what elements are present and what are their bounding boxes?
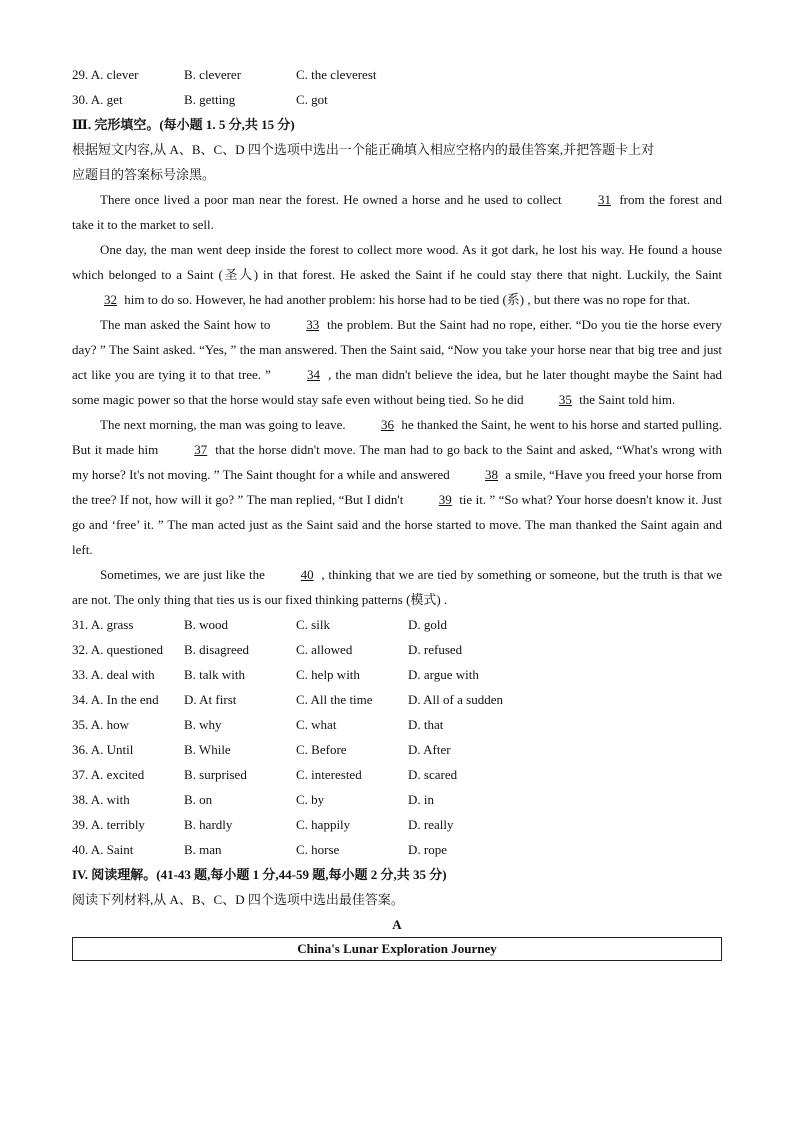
- option-row-31: [72, 612, 722, 637]
- option-40-a: 40. A. Saint: [72, 842, 134, 857]
- option-38-c: C. by: [296, 792, 325, 807]
- option-35-c: C. what: [296, 717, 337, 732]
- option-40-c: C. horse: [296, 842, 340, 857]
- option-row-38: [72, 787, 722, 812]
- para-text: he thanked the Saint, he went to his horse and started pulling. But it made him: [72, 417, 722, 457]
- option-33-b: B. talk with: [184, 667, 246, 682]
- option-29-a: 29. A. clever: [72, 67, 139, 82]
- option-34-d: D. All of a sudden: [408, 692, 503, 707]
- option-30-b: B. getting: [184, 92, 236, 107]
- section-3-instruction-1: 根据短文内容,从 A、B、C、D 四个选项中选出一个能正确填入相应空格内的最佳答案,并把答题卡上对: [72, 142, 655, 157]
- para-text: tie it. ” “So what? Your horse doesn't know it. Just go and ‘free’ it. ” The man acted just as the Saint said and the horse started to move. The man thanked the Saint again and left.: [72, 492, 722, 557]
- para-text: There once lived a poor man near the forest. He owned a horse and he used to collect: [100, 192, 566, 207]
- para-text: Sometimes, we are just like the: [100, 567, 269, 582]
- option-29-b: B. cleverer: [184, 67, 242, 82]
- blank-37: 37: [194, 442, 208, 457]
- option-row-39: [72, 812, 722, 837]
- option-row-40: [72, 837, 722, 862]
- option-row-34: [72, 687, 722, 712]
- option-35-d: D. that: [408, 717, 444, 732]
- para-text: from the forest and take it to the market to sell.: [72, 192, 722, 232]
- para-text: , thinking that we are tied by something or someone, but the truth is that we are not. The only thing that ties us is our fixed thinking patterns (模式) .: [72, 567, 722, 607]
- para-text: The man asked the Saint how to: [100, 317, 275, 332]
- blank-40: 40: [300, 567, 314, 582]
- option-34-a: 34. A. In the end: [72, 692, 159, 707]
- option-row-30: [72, 87, 722, 112]
- option-33-d: D. argue with: [408, 667, 479, 682]
- option-row-36: [72, 737, 722, 762]
- option-38-b: B. on: [184, 792, 213, 807]
- option-37-a: 37. A. excited: [72, 767, 145, 782]
- option-33-a: 33. A. deal with: [72, 667, 155, 682]
- para-text: a smile, “Have you freed your horse from the tree? If not, how will it go? ” The man replied, “But I didn't: [72, 467, 723, 507]
- blank-34: 34: [307, 367, 320, 382]
- option-36-b: B. While: [184, 742, 231, 757]
- option-row-35: [72, 712, 722, 737]
- option-34-b: D. At first: [184, 692, 237, 707]
- option-row-37: [72, 762, 722, 787]
- option-37-b: B. surprised: [184, 767, 247, 782]
- option-39-a: 39. A. terribly: [72, 817, 145, 832]
- option-30-a: 30. A. get: [72, 92, 123, 107]
- part-a-label: A: [392, 917, 402, 932]
- option-32-c: C. allowed: [296, 642, 353, 657]
- exam-page: [72, 62, 722, 961]
- para-text: him to do so. However, he had another problem: his horse had to be tied (系) , but there was no rope for that.: [121, 292, 691, 307]
- section-3-instruction-2: 应题目的答案标号涂黑。: [72, 167, 216, 182]
- option-32-a: 32. A. questioned: [72, 642, 163, 657]
- blank-32: 32: [104, 292, 117, 307]
- passage-paragraph-3: [72, 312, 722, 412]
- option-row-29: [72, 62, 722, 87]
- blank-33: 33: [306, 317, 320, 332]
- option-39-d: D. really: [408, 817, 454, 832]
- option-33-c: C. help with: [296, 667, 360, 682]
- option-36-a: 36. A. Until: [72, 742, 134, 757]
- para-text: the Saint told him.: [575, 392, 676, 407]
- option-38-a: 38. A. with: [72, 792, 130, 807]
- option-31-c: C. silk: [296, 617, 330, 632]
- option-39-b: B. hardly: [184, 817, 233, 832]
- section-3-heading: Ⅲ. 完形填空。(每小题 1. 5 分,共 15 分): [72, 117, 295, 132]
- blank-38: 38: [485, 467, 499, 482]
- section-4-instruction: 阅读下列材料,从 A、B、C、D 四个选项中选出最佳答案。: [72, 892, 404, 907]
- section-4-heading: IV. 阅读理解。(41-43 题,每小题 1 分,44-59 题,每小题 2 分,共 35 分): [72, 867, 447, 882]
- option-37-d: D. scared: [408, 767, 458, 782]
- option-32-d: D. refused: [408, 642, 463, 657]
- cloze-options-list: [72, 612, 722, 862]
- option-32-b: B. disagreed: [184, 642, 249, 657]
- option-36-d: D. After: [408, 742, 451, 757]
- option-36-c: C. Before: [296, 742, 347, 757]
- option-row-32: [72, 637, 722, 662]
- passage-paragraph-2: [72, 237, 722, 312]
- blank-39: 39: [438, 492, 452, 507]
- option-38-d: D. in: [408, 792, 434, 807]
- option-row-33: [72, 662, 722, 687]
- option-39-c: C. happily: [296, 817, 351, 832]
- para-text: The next morning, the man was going to leave.: [100, 417, 349, 432]
- option-34-c: C. All the time: [296, 692, 373, 707]
- passage-title-box: China's Lunar Exploration Journey: [72, 937, 722, 961]
- para-text: the problem. But the Saint had no rope, either. “Do you tie the horse every day? ” The Saint asked. “Yes, ” the man answered. Then the Saint said, “Now you take your horse near that big tree and just act like you are tying it to that tree. ”: [72, 317, 722, 382]
- passage-paragraph-5: [72, 562, 722, 612]
- blank-35: 35: [558, 392, 572, 407]
- option-40-d: D. rope: [408, 842, 447, 857]
- para-text: that the horse didn't move. The man had to go back to the Saint and asked, “What's wrong with my horse? It's not moving. ” The Saint thought for a while and answered: [72, 442, 722, 482]
- option-31-d: D. gold: [408, 617, 447, 632]
- para-text: One day, the man went deep inside the forest to collect more wood. As it got dark, he lost his way. He found a house which belonged to a Saint (圣人) in that forest. He asked the Saint if he could stay there that night. Luckily, the Saint: [72, 242, 722, 282]
- para-text: , the man didn't believe the idea, but he later thought maybe the Saint had some magic power so that the horse would stay safe even without being tied. So he did: [72, 367, 723, 407]
- passage-paragraph-4: [72, 412, 722, 562]
- option-31-b: B. wood: [184, 617, 229, 632]
- passage-paragraph-1: [72, 187, 722, 237]
- option-35-a: 35. A. how: [72, 717, 130, 732]
- option-31-a: 31. A. grass: [72, 617, 134, 632]
- blank-31: 31: [597, 192, 611, 207]
- option-35-b: B. why: [184, 717, 222, 732]
- option-37-c: C. interested: [296, 767, 362, 782]
- option-29-c: C. the cleverest: [296, 67, 377, 82]
- blank-36: 36: [380, 417, 394, 432]
- option-30-c: C. got: [296, 92, 328, 107]
- option-40-b: B. man: [184, 842, 222, 857]
